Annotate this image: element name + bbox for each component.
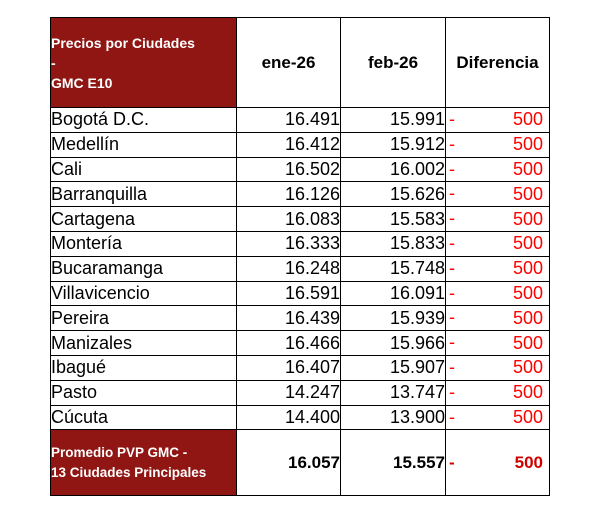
diff-sign: -	[449, 158, 455, 179]
diferencia-cell	[446, 108, 550, 133]
diff-sign: -	[449, 232, 455, 253]
diferencia-cell	[446, 132, 550, 157]
diff-value: 500	[512, 158, 543, 179]
diff-sign: -	[449, 356, 455, 377]
table-row	[51, 157, 550, 182]
city-name: Ibagué	[51, 355, 237, 380]
average-label-line-1: Promedio PVP GMC -	[51, 444, 188, 460]
ene-value: 16.248	[237, 256, 341, 281]
average-label	[51, 430, 237, 496]
average-row	[51, 430, 550, 496]
diferencia-cell	[446, 157, 550, 182]
feb-value: 15.583	[341, 207, 446, 232]
ene-value: 16.333	[237, 231, 341, 256]
diferencia-cell	[446, 355, 550, 380]
average-diff-value: 500	[514, 452, 543, 472]
city-name: Medellín	[51, 132, 237, 157]
city-name: Barranquilla	[51, 182, 237, 207]
diff-value: 500	[512, 233, 543, 254]
diff-sign: -	[449, 307, 455, 328]
table-row	[51, 306, 550, 331]
feb-value: 13.747	[341, 380, 446, 405]
diff-value: 500	[512, 357, 543, 378]
ene-value: 16.407	[237, 355, 341, 380]
diff-sign: -	[449, 332, 455, 353]
diff-sign: -	[449, 109, 455, 129]
table-row	[51, 256, 550, 281]
ene-value: 16.591	[237, 281, 341, 306]
city-name: Cúcuta	[51, 405, 237, 430]
feb-value: 16.091	[341, 281, 446, 306]
table-title-cell	[51, 18, 237, 108]
ene-value: 14.400	[237, 405, 341, 430]
diff-value: 500	[512, 332, 543, 353]
diff-value: 500	[512, 134, 543, 155]
diff-value: 500	[512, 406, 543, 427]
diff-sign: -	[449, 406, 455, 427]
diferencia-cell	[446, 207, 550, 232]
diferencia-cell	[446, 281, 550, 306]
ene-value: 16.439	[237, 306, 341, 331]
feb-value: 15.912	[341, 132, 446, 157]
price-table	[50, 17, 550, 496]
ene-value: 16.502	[237, 157, 341, 182]
ene-value: 16.126	[237, 182, 341, 207]
diff-value: 500	[512, 382, 543, 403]
city-name: Cartagena	[51, 207, 237, 232]
diff-value: 500	[512, 258, 543, 279]
diferencia-cell	[446, 256, 550, 281]
table-row	[51, 331, 550, 356]
diff-sign: -	[449, 208, 455, 229]
diff-sign: -	[449, 183, 455, 204]
city-name: Cali	[51, 157, 237, 182]
diferencia-cell	[446, 306, 550, 331]
diferencia-cell	[446, 182, 550, 207]
column-header-diferencia: Diferencia	[446, 18, 550, 108]
column-header-ene: ene-26	[237, 18, 341, 108]
city-name: Manizales	[51, 331, 237, 356]
city-name: Villavicencio	[51, 281, 237, 306]
average-diferencia	[446, 430, 550, 496]
feb-value: 15.966	[341, 331, 446, 356]
diff-sign: -	[449, 282, 455, 303]
diff-value: 500	[512, 307, 543, 328]
diferencia-cell	[446, 231, 550, 256]
ene-value: 16.412	[237, 132, 341, 157]
table-row	[51, 132, 550, 157]
diff-value: 500	[512, 183, 543, 204]
city-name: Pereira	[51, 306, 237, 331]
diff-sign: -	[449, 133, 455, 154]
table-row	[51, 355, 550, 380]
feb-value: 16.002	[341, 157, 446, 182]
table-row	[51, 182, 550, 207]
diff-value: 500	[512, 282, 543, 303]
city-name: Montería	[51, 231, 237, 256]
table-title-line-2: -	[51, 54, 56, 71]
ene-value: 16.083	[237, 207, 341, 232]
average-label-line-2: 13 Ciudades Principales	[51, 464, 207, 480]
feb-value: 15.748	[341, 256, 446, 281]
diff-sign: -	[449, 257, 455, 278]
average-diff-sign: -	[449, 452, 455, 472]
average-ene: 16.057	[237, 430, 341, 496]
ene-value: 14.247	[237, 380, 341, 405]
city-name: Pasto	[51, 380, 237, 405]
table-row	[51, 108, 550, 133]
table-title-line-3: GMC E10	[51, 74, 113, 91]
feb-value: 15.626	[341, 182, 446, 207]
diff-sign: -	[449, 381, 455, 402]
diferencia-cell	[446, 331, 550, 356]
diff-value: 500	[512, 109, 543, 130]
feb-value: 15.833	[341, 231, 446, 256]
diff-value: 500	[512, 208, 543, 229]
feb-value: 15.939	[341, 306, 446, 331]
diferencia-cell	[446, 405, 550, 430]
city-name: Bogotá D.C.	[51, 108, 237, 133]
table-row	[51, 281, 550, 306]
average-feb: 15.557	[341, 430, 446, 496]
column-header-feb: feb-26	[341, 18, 446, 108]
table-row	[51, 380, 550, 405]
table-row	[51, 207, 550, 232]
table-row	[51, 231, 550, 256]
ene-value: 16.491	[237, 108, 341, 133]
ene-value: 16.466	[237, 331, 341, 356]
table-title-line-1: Precios por Ciudades	[51, 34, 195, 51]
diferencia-cell	[446, 380, 550, 405]
city-name: Bucaramanga	[51, 256, 237, 281]
feb-value: 15.907	[341, 355, 446, 380]
feb-value: 13.900	[341, 405, 446, 430]
header-row	[51, 18, 550, 108]
table-row	[51, 405, 550, 430]
feb-value: 15.991	[341, 108, 446, 133]
